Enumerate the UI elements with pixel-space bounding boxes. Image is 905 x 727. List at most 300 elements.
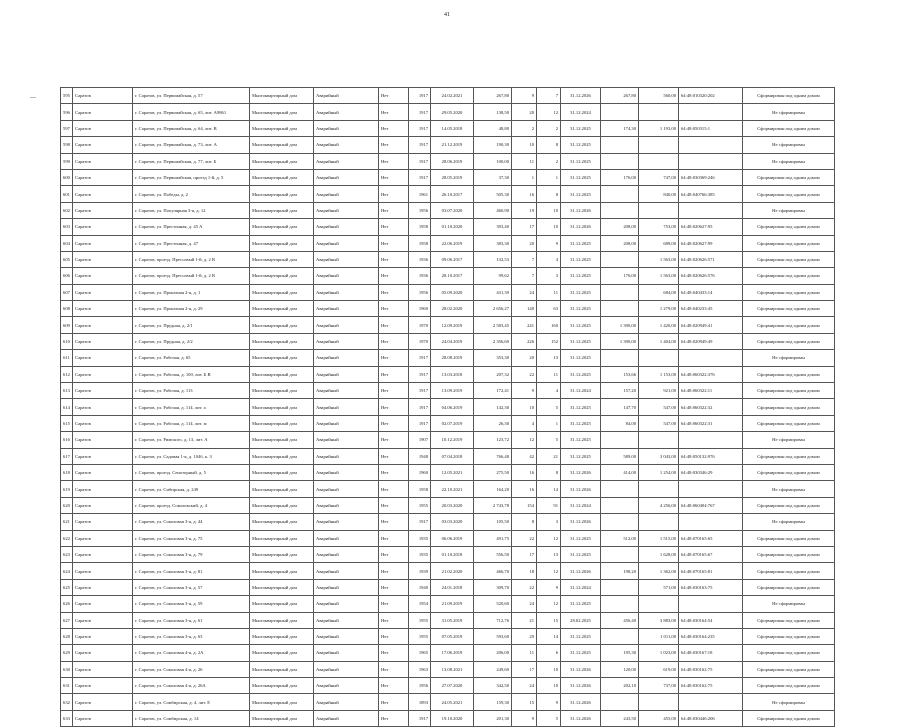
- cell-status: Аварийный: [314, 612, 379, 628]
- cell-flag: Нет: [379, 268, 409, 284]
- cell-cadastre: 64:48:030167:18: [679, 645, 743, 661]
- cell-v1: [601, 284, 639, 300]
- page-number: 41: [444, 12, 450, 18]
- table-row: [61, 563, 835, 579]
- cell-n1: 17: [512, 661, 537, 677]
- cell-status: Аварийный: [314, 710, 379, 726]
- cell-status: Аварийный: [314, 645, 379, 661]
- cell-type: Многоквартирный дом: [250, 317, 314, 333]
- cell-addr: г. Саратов, ул. Рабочая, д. 113: [133, 383, 250, 399]
- cell-type: Многоквартирный дом: [250, 415, 314, 431]
- cell-addr: г. Саратов, ул. Прокатная 2-я, д. 1: [133, 284, 250, 300]
- table-row: [61, 612, 835, 628]
- cell-v1: 208,00: [601, 235, 639, 251]
- cell-v1: [601, 481, 639, 497]
- cell-v2: 753,00: [639, 219, 679, 235]
- cell-type: Многоквартирный дом: [250, 169, 314, 185]
- cell-note: Сформирован под одним домом: [743, 120, 835, 136]
- cell-area: 142,30: [474, 399, 512, 415]
- cell-v2: 684,00: [639, 284, 679, 300]
- cell-n1: 11: [512, 645, 537, 661]
- cell-flag: Нет: [379, 481, 409, 497]
- cell-resettle: 31.12.2026: [561, 514, 601, 530]
- cell-cadastre: 64:48:050132:976: [679, 448, 743, 464]
- cell-flag: Нет: [379, 153, 409, 169]
- cell-resettle: 31.12.2025: [561, 169, 601, 185]
- cell-flag: Нет: [379, 415, 409, 431]
- cell-note: Сформирован под одним домом: [743, 235, 835, 251]
- cell-addr: г. Саратов, ул. Соколовая 3-я, д. 44: [133, 514, 250, 530]
- cell-area: 712,76: [474, 612, 512, 628]
- cell-v1: 1 390,00: [601, 317, 639, 333]
- cell-city: Саратов: [73, 88, 133, 104]
- table-row: [61, 432, 835, 448]
- cell-type: Многоквартирный дом: [250, 333, 314, 349]
- cell-n1: 18: [512, 563, 537, 579]
- cell-n2: 10: [537, 678, 561, 694]
- cell-type: Многоквартирный дом: [250, 661, 314, 677]
- cell-cadastre: [679, 137, 743, 153]
- cell-city: Саратов: [73, 333, 133, 349]
- cell-date: 13.09.2019: [431, 383, 474, 399]
- cell-status: Аварийный: [314, 104, 379, 120]
- table-row: [61, 153, 835, 169]
- cell-flag: Нет: [379, 432, 409, 448]
- cell-n2: 6: [537, 645, 561, 661]
- cell-cadastre: 64:48:060404:767: [679, 497, 743, 513]
- cell-flag: Нет: [379, 383, 409, 399]
- cell-cadastre: 64:48:070165:65: [679, 530, 743, 546]
- cell-note: Сформирован под одним домом: [743, 186, 835, 202]
- cell-resettle: 31.12.2025: [561, 301, 601, 317]
- cell-num: 608: [61, 301, 73, 317]
- cell-num: 617: [61, 448, 73, 464]
- cell-city: Саратов: [73, 137, 133, 153]
- cell-v2: 455,00: [639, 710, 679, 726]
- cell-status: Аварийный: [314, 350, 379, 366]
- cell-n2: 8: [537, 137, 561, 153]
- table-row: [61, 251, 835, 267]
- cell-area: 123,72: [474, 432, 512, 448]
- cell-addr: г. Саратов, ул. Рабочая, д. 114, лит. м: [133, 415, 250, 431]
- cell-n1: 16: [512, 481, 537, 497]
- cell-num: 628: [61, 628, 73, 644]
- cell-year: 1917: [409, 88, 431, 104]
- cell-addr: г. Саратов, ул. Соколовая 3-я, д. 81: [133, 563, 250, 579]
- cell-area: 2 356,60: [474, 333, 512, 349]
- cell-note: Сформирован под одним домом: [743, 317, 835, 333]
- cell-resettle: 31.12.2026: [561, 481, 601, 497]
- cell-year: 1907: [409, 432, 431, 448]
- cell-v1: 267,80: [601, 88, 639, 104]
- cell-status: Аварийный: [314, 530, 379, 546]
- cell-addr: г. Саратов, ул. Прокатная 2-я, д. 29: [133, 301, 250, 317]
- cell-note: Сформирован под одним домом: [743, 497, 835, 513]
- cell-note: Сформирован под одним домом: [743, 464, 835, 480]
- cell-num: 631: [61, 678, 73, 694]
- cell-resettle: 31.12.2025: [561, 350, 601, 366]
- cell-v1: 157,20: [601, 383, 639, 399]
- cell-date: 01.10.2018: [431, 546, 474, 562]
- cell-resettle: 31.12.2025: [561, 251, 601, 267]
- cell-v1: [601, 104, 639, 120]
- cell-date: 31.05.2019: [431, 612, 474, 628]
- cell-area: 556,50: [474, 546, 512, 562]
- cell-cadastre: 64:48:020627:95: [679, 219, 743, 235]
- cell-v2: 1 420,00: [639, 317, 679, 333]
- cell-city: Саратов: [73, 661, 133, 677]
- cell-flag: Нет: [379, 399, 409, 415]
- cell-num: 614: [61, 399, 73, 415]
- cell-n2: 13: [537, 546, 561, 562]
- margin-mark: —: [30, 95, 36, 101]
- cell-num: 613: [61, 383, 73, 399]
- cell-date: 27.07.2020: [431, 678, 474, 694]
- cell-v2: [639, 694, 679, 710]
- cell-n2: 1: [537, 415, 561, 431]
- cell-city: Саратов: [73, 612, 133, 628]
- cell-status: Аварийный: [314, 596, 379, 612]
- cell-note: Сформирован под одним домом: [743, 415, 835, 431]
- cell-n1: 9: [512, 383, 537, 399]
- cell-v1: 84,00: [601, 415, 639, 431]
- cell-addr: г. Саратов, ул. Первомайская, проезд 1-й, д. 5: [133, 169, 250, 185]
- cell-type: Многоквартирный дом: [250, 137, 314, 153]
- cell-n2: 11: [537, 284, 561, 300]
- cell-n2: 63: [537, 301, 561, 317]
- cell-cadastre: 64:48:020626:576: [679, 268, 743, 284]
- cell-n2: 14: [537, 481, 561, 497]
- cell-v1: [601, 628, 639, 644]
- cell-addr: г. Саратов, ул. Прудная, д. 2/2: [133, 333, 250, 349]
- cell-cadastre: 64:48:030164:54: [679, 612, 743, 628]
- cell-year: 1956: [409, 284, 431, 300]
- cell-v1: [601, 153, 639, 169]
- cell-v1: 174,30: [601, 120, 639, 136]
- cell-resettle: 31.12.2025: [561, 530, 601, 546]
- cell-year: 1970: [409, 333, 431, 349]
- cell-city: Саратов: [73, 383, 133, 399]
- cell-resettle: 31.12.2026: [561, 678, 601, 694]
- cell-v2: [639, 350, 679, 366]
- cell-note: Сформирован под одним домом: [743, 333, 835, 349]
- cell-addr: г. Саратов, ул. Соколовая 3-я, д. 75: [133, 530, 250, 546]
- cell-n2: 10: [537, 661, 561, 677]
- table-row: [61, 202, 835, 218]
- cell-status: Аварийный: [314, 120, 379, 136]
- cell-area: 275,50: [474, 464, 512, 480]
- cell-year: 1935: [409, 530, 431, 546]
- cell-v2: 840,00: [639, 186, 679, 202]
- housing-table: [60, 87, 835, 727]
- table-body: [61, 88, 835, 727]
- cell-n2: 21: [537, 448, 561, 464]
- cell-v1: [601, 432, 639, 448]
- cell-flag: Нет: [379, 546, 409, 562]
- cell-num: 629: [61, 645, 73, 661]
- table-row: [61, 694, 835, 710]
- cell-type: Многоквартирный дом: [250, 645, 314, 661]
- table-row: [61, 596, 835, 612]
- cell-num: 623: [61, 546, 73, 562]
- cell-note: Сформирован под одним домом: [743, 88, 835, 104]
- cell-resettle: 31.12.2024: [561, 104, 601, 120]
- cell-resettle: 31.12.2024: [561, 579, 601, 595]
- cell-cadastre: 64:48:040766:385: [679, 186, 743, 202]
- cell-date: 14.05.2018: [431, 120, 474, 136]
- cell-cadastre: 64:48:040233:45: [679, 301, 743, 317]
- cell-type: Многоквартирный дом: [250, 432, 314, 448]
- cell-flag: Нет: [379, 628, 409, 644]
- cell-resettle: 31.12.2026: [561, 202, 601, 218]
- cell-flag: Нет: [379, 333, 409, 349]
- cell-resettle: 31.12.2026: [561, 219, 601, 235]
- table-row: [61, 137, 835, 153]
- cell-n2: 7: [537, 88, 561, 104]
- cell-area: 206,00: [474, 645, 512, 661]
- cell-addr: г. Саратов, ул. Соколовая 4-я, д. 26А: [133, 678, 250, 694]
- cell-year: 1917: [409, 120, 431, 136]
- cell-num: 612: [61, 366, 73, 382]
- cell-addr: г. Саратов, ул. Первомайская, д. 73, лит. А: [133, 137, 250, 153]
- table-row: [61, 530, 835, 546]
- cell-cadastre: 64:48:030369:246: [679, 169, 743, 185]
- cell-status: Аварийный: [314, 399, 379, 415]
- cell-cadastre: 64:48:070165:81: [679, 563, 743, 579]
- cell-cadastre: 64:48:030446:206: [679, 710, 743, 726]
- cell-date: 05.09.2020: [431, 284, 474, 300]
- cell-year: 1955: [409, 612, 431, 628]
- cell-n1: 9: [512, 710, 537, 726]
- cell-date: 29.05.2020: [431, 104, 474, 120]
- cell-note: Сформирован под одним домом: [743, 366, 835, 382]
- cell-num: 618: [61, 464, 73, 480]
- cell-status: Аварийный: [314, 169, 379, 185]
- cell-addr: г. Саратов, ул. Соколовая 4-я, д. 2А: [133, 645, 250, 661]
- cell-resettle: 31.12.2025: [561, 628, 601, 644]
- cell-n2: 3: [537, 268, 561, 284]
- cell-n2: 12: [537, 596, 561, 612]
- cell-note: Сформирован под одним домом: [743, 710, 835, 726]
- cell-flag: Нет: [379, 301, 409, 317]
- cell-date: 28.06.2019: [431, 153, 474, 169]
- cell-n1: 16: [512, 464, 537, 480]
- cell-status: Аварийный: [314, 284, 379, 300]
- cell-note: Сформирован под одним домом: [743, 251, 835, 267]
- cell-n2: 2: [537, 120, 561, 136]
- cell-type: Многоквартирный дом: [250, 448, 314, 464]
- cell-type: Многоквартирный дом: [250, 235, 314, 251]
- cell-n1: 17: [512, 219, 537, 235]
- cell-city: Саратов: [73, 514, 133, 530]
- cell-v2: 571,00: [639, 579, 679, 595]
- cell-cadastre: 64:48:020627:99: [679, 235, 743, 251]
- table-row: [61, 481, 835, 497]
- cell-num: 627: [61, 612, 73, 628]
- cell-flag: Нет: [379, 88, 409, 104]
- cell-resettle: 31.12.2024: [561, 383, 601, 399]
- cell-status: Аварийный: [314, 268, 379, 284]
- cell-note: Сформирован под одним домом: [743, 383, 835, 399]
- cell-v2: [639, 137, 679, 153]
- cell-type: Многоквартирный дом: [250, 497, 314, 513]
- cell-v1: [601, 350, 639, 366]
- cell-v2: 1 362,00: [639, 563, 679, 579]
- cell-flag: Нет: [379, 497, 409, 513]
- cell-v2: 1 515,00: [639, 530, 679, 546]
- cell-type: Многоквартирный дом: [250, 219, 314, 235]
- cell-n2: 3: [537, 514, 561, 530]
- cell-v2: 737,00: [639, 678, 679, 694]
- cell-n1: 21: [512, 612, 537, 628]
- cell-note: Сформирован под одним домом: [743, 628, 835, 644]
- cell-note: Не сформирован: [743, 202, 835, 218]
- cell-status: Аварийный: [314, 333, 379, 349]
- cell-area: 99,62: [474, 268, 512, 284]
- cell-type: Многоквартирный дом: [250, 104, 314, 120]
- cell-n1: 22: [512, 579, 537, 595]
- cell-status: Аварийный: [314, 301, 379, 317]
- cell-type: Многоквартирный дом: [250, 596, 314, 612]
- cell-date: 09.06.2017: [431, 251, 474, 267]
- cell-n1: 241: [512, 317, 537, 333]
- cell-status: Аварийный: [314, 415, 379, 431]
- cell-v2: 1 193,00: [639, 120, 679, 136]
- cell-year: 1955: [409, 628, 431, 644]
- cell-n1: 2: [512, 120, 537, 136]
- cell-n1: 29: [512, 628, 537, 644]
- cell-date: 12.05.2021: [431, 464, 474, 480]
- cell-addr: г. Саратов, ул. Сомбирская, д. 4, лит. Е: [133, 694, 250, 710]
- cell-type: Многоквартирный дом: [250, 186, 314, 202]
- cell-n1: 11: [512, 153, 537, 169]
- cell-flag: Нет: [379, 530, 409, 546]
- cell-n1: 4: [512, 415, 537, 431]
- cell-city: Саратов: [73, 317, 133, 333]
- cell-city: Саратов: [73, 481, 133, 497]
- table-row: [61, 104, 835, 120]
- cell-status: Аварийный: [314, 186, 379, 202]
- cell-type: Многоквартирный дом: [250, 464, 314, 480]
- cell-v2: 1 563,00: [639, 268, 679, 284]
- cell-v1: [601, 694, 639, 710]
- cell-note: Сформирован под одним домом: [743, 219, 835, 235]
- cell-year: 1970: [409, 317, 431, 333]
- cell-status: Аварийный: [314, 432, 379, 448]
- cell-cadastre: 64:48:060322:32: [679, 399, 743, 415]
- cell-date: 17.06.2019: [431, 645, 474, 661]
- cell-city: Саратов: [73, 399, 133, 415]
- cell-num: 632: [61, 694, 73, 710]
- cell-n1: 8: [512, 514, 537, 530]
- cell-note: Сформирован под одним домом: [743, 284, 835, 300]
- cell-v2: 1 563,00: [639, 251, 679, 267]
- cell-date: 20.03.2020: [431, 497, 474, 513]
- cell-num: 625: [61, 579, 73, 595]
- cell-area: 2 583,45: [474, 317, 512, 333]
- cell-note: Сформирован под одним домом: [743, 661, 835, 677]
- cell-status: Аварийный: [314, 448, 379, 464]
- table-row: [61, 383, 835, 399]
- cell-n1: 7: [512, 251, 537, 267]
- cell-date: 21.09.2019: [431, 596, 474, 612]
- cell-resettle: 31.12.2025: [561, 546, 601, 562]
- cell-flag: Нет: [379, 235, 409, 251]
- cell-v1: [601, 497, 639, 513]
- cell-v2: 3 883,00: [639, 612, 679, 628]
- cell-area: 505,30: [474, 186, 512, 202]
- cell-year: 1917: [409, 399, 431, 415]
- cell-cadastre: 64:48:060322:11: [679, 383, 743, 399]
- cell-cadastre: [679, 596, 743, 612]
- cell-year: 1936: [409, 251, 431, 267]
- cell-n1: 10: [512, 399, 537, 415]
- cell-status: Аварийный: [314, 546, 379, 562]
- cell-status: Аварийный: [314, 678, 379, 694]
- cell-status: Аварийный: [314, 563, 379, 579]
- cell-year: 1954: [409, 596, 431, 612]
- cell-addr: г. Саратов, ул. Садовая 1-я, д. 104б, к. 3: [133, 448, 250, 464]
- table-row: [61, 301, 835, 317]
- cell-date: 24.04.2019: [431, 333, 474, 349]
- cell-cadastre: 64:48:030163:75: [679, 579, 743, 595]
- cell-note: Сформирован под одним домом: [743, 645, 835, 661]
- cell-year: 1961: [409, 186, 431, 202]
- cell-type: Многоквартирный дом: [250, 268, 314, 284]
- cell-status: Аварийный: [314, 153, 379, 169]
- cell-area: 2 656,27: [474, 301, 512, 317]
- cell-addr: г. Саратов, ул. Рабочая, д. 100, лит. Б В: [133, 366, 250, 382]
- cell-resettle: 31.12.2026: [561, 88, 601, 104]
- cell-n1: 15: [512, 694, 537, 710]
- cell-addr: г. Саратов, ул. Первомайская, д. 77, лит. Б: [133, 153, 250, 169]
- cell-area: 159,30: [474, 694, 512, 710]
- cell-flag: Нет: [379, 251, 409, 267]
- cell-year: 1917: [409, 350, 431, 366]
- cell-year: 1960: [409, 464, 431, 480]
- cell-date: 01.10.2020: [431, 219, 474, 235]
- cell-flag: Нет: [379, 186, 409, 202]
- cell-area: 393,40: [474, 219, 512, 235]
- cell-date: 02.07.2019: [431, 415, 474, 431]
- cell-date: 13.08.2021: [431, 661, 474, 677]
- cell-city: Саратов: [73, 432, 133, 448]
- cell-type: Многоквартирный дом: [250, 202, 314, 218]
- cell-n2: 12: [537, 563, 561, 579]
- cell-v1: 147,70: [601, 399, 639, 415]
- cell-addr: г. Саратов, ул. Популярная 3-я, д. 12: [133, 202, 250, 218]
- cell-n1: 10: [512, 137, 537, 153]
- cell-city: Саратов: [73, 104, 133, 120]
- cell-v2: 1 153,00: [639, 366, 679, 382]
- cell-cadastre: [679, 481, 743, 497]
- cell-city: Саратов: [73, 366, 133, 382]
- cell-city: Саратов: [73, 579, 133, 595]
- cell-v1: 208,00: [601, 219, 639, 235]
- cell-area: 2 743,78: [474, 497, 512, 513]
- cell-city: Саратов: [73, 186, 133, 202]
- cell-note: Сформирован под одним домом: [743, 169, 835, 185]
- cell-addr: г. Саратов, ул. Соколовая 4-я, д. 26: [133, 661, 250, 677]
- cell-type: Многоквартирный дом: [250, 546, 314, 562]
- cell-cadastre: 64:48:030162:75: [679, 661, 743, 677]
- cell-city: Саратов: [73, 415, 133, 431]
- cell-date: 04.06.2019: [431, 399, 474, 415]
- cell-num: 624: [61, 563, 73, 579]
- cell-date: 24.02.2021: [431, 88, 474, 104]
- cell-city: Саратов: [73, 497, 133, 513]
- cell-area: 138,50: [474, 104, 512, 120]
